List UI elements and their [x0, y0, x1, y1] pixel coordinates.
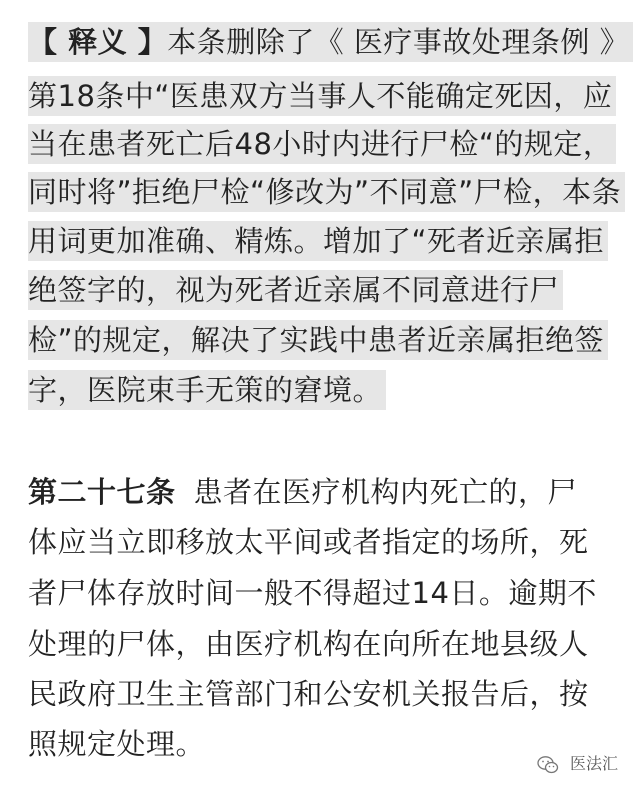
interpretation-line-7: 检”的规定，解决了实践中患者近亲属拒绝签: [28, 320, 608, 360]
article-number: 第二十七条: [28, 475, 176, 509]
interpretation-line-4: 同时将”拒绝尸检“修改为”不同意”尸检，本条: [28, 172, 625, 212]
interpretation-line-5: 用词更加准确、精炼。增加了“死者近亲属拒: [28, 221, 608, 261]
interpretation-line-3: 当在患者死亡后48小时内进行尸检“的规定，: [28, 124, 616, 164]
article-line-5: 民政府卫生主管部门和公安机关报告后，按: [28, 677, 589, 711]
interpretation-line-6: 绝签字的，视为死者近亲属不同意进行尸: [28, 270, 563, 310]
article-line-3: 者尸体存放时间一般不得超过14日。逾期不: [28, 576, 597, 610]
interpretation-line-1: 【 释义 】本条删除了《 医疗事故处理条例 》: [28, 22, 633, 62]
interpretation-heading: 【 释义 】: [28, 25, 168, 59]
interpretation-line-8: 字，医院束手无策的窘境。: [28, 370, 386, 410]
article-line-4: 处理的尸体，由医疗机构在向所在地县级人: [28, 627, 589, 661]
wechat-icon: [537, 755, 559, 775]
article-line-2: 体应当立即移放太平间或者指定的场所，死: [28, 525, 589, 559]
article-line-1: 第二十七条 患者在医疗机构内死亡的，尸: [28, 475, 578, 509]
article-line-6: 照规定处理。: [28, 727, 206, 761]
wechat-watermark: [537, 752, 618, 776]
interpretation-line-2: 第18条中“医患双方当事人不能确定死因，应: [28, 76, 616, 116]
watermark-text: 医法汇: [569, 754, 618, 773]
